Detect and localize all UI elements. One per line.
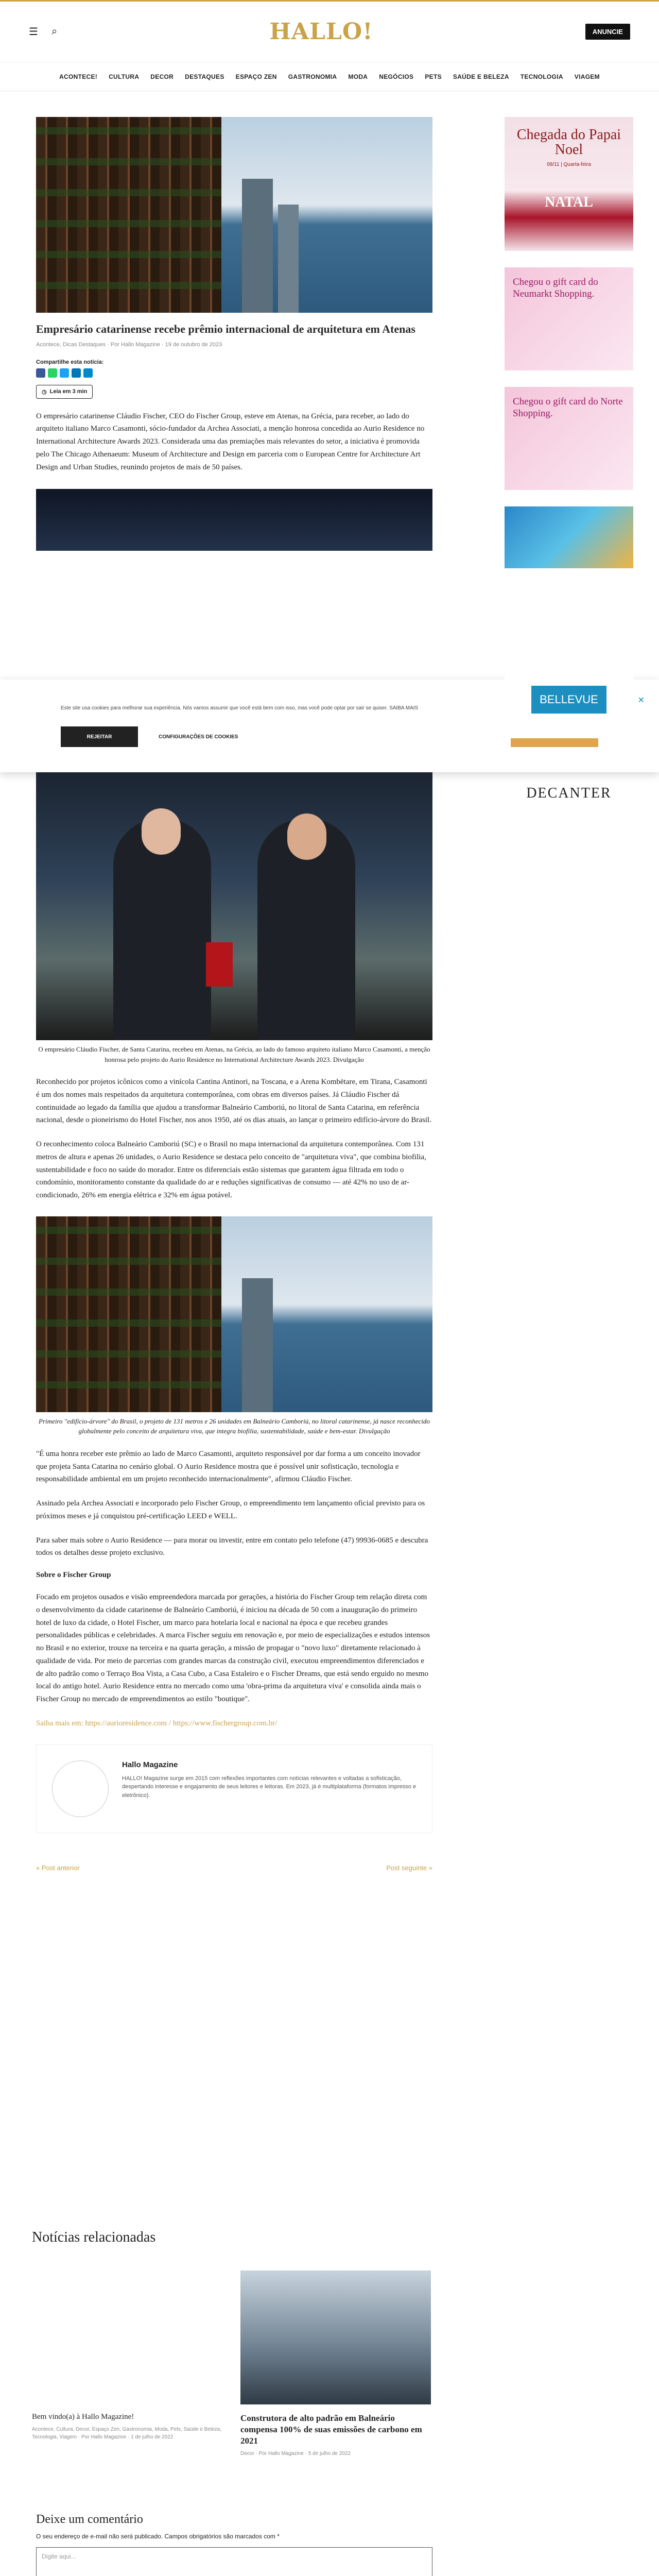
next-post-link[interactable]: Post seguinte » (386, 1863, 432, 1872)
linkedin-icon[interactable] (72, 368, 81, 378)
search-icon[interactable]: ⌕ (51, 26, 58, 37)
related-meta: Acontece, Cultura, Decor, Espaço Zen, Gastronomia, Moda, Pets, Saúde e Beleza, Tecnologia, Viagem · Por Hallo Magazine · 1 de julho de 2022 (32, 2427, 221, 2440)
cookie-settings-link[interactable]: CONFIGURAÇÕES DE COOKIES (159, 734, 238, 740)
nav-item[interactable]: SAÚDE E BELEZA (453, 73, 509, 80)
building-tower (242, 1278, 273, 1412)
ad-title: Chegada do Papai Noel (516, 127, 621, 158)
photo-caption-2: Primeiro "edifício-árvore" do Brasil, o projeto de 131 metros e 26 unidades em Balneário Camboriú, no litoral catarinense, já nasce reconhecido globalmente pelo conceito de arquitetura viva, que integra biofilia, sustentabilidade, saúde e bem-estar. Divulgação (39, 1417, 430, 1435)
related-image-empty (32, 2270, 222, 2404)
article-meta: Acontece, Dicas Destaques · Por Hallo Magazine · 19 de outubro de 2023 (36, 341, 222, 348)
nav-item[interactable]: GASTRONOMIA (288, 73, 337, 80)
article-paragraph-7: Focado em projetos ousados e visão empreendedora marcada por gerações, a história do Fischer Group tem relação direta com o desenvolvimento da cidade catarinense de Balneário Camboriú, é iniciou na década de 50 com a inauguração do primeiro hotel de luxo da cidade, o Hotel Fischer, um marco para hotelaria local e nacional na época e que recebeu grandes personalidades públicas e celebridades. A marca Fischer seguiu em renovação e, por meio de especializações e estudos intensos no Brasil e no exterior, trouxe na terceira e na quarta geração, a missão de propagar o "novo luxo" diretamente relacionado à qualidade de vida. Por meio de parcerias com grandes marcas da construção civil, executou empreendimentos diferenciados e de alto padrão como o Terraço Boa Vista, a Casa Cubo, a Casa Estaleiro e o Fischer Dreams, que está sendo erguido no mesmo local do antigo hotel. Aurio Residence entra no mercado como uma 'obra-prima da arquitetura viva' e consolida ainda mais o Fischer Group no mercado de empreendimentos ao estilo "boutique". (36, 1593, 430, 1703)
sidebar (505, 117, 633, 849)
related-heading: Notícias relacionadas (32, 2229, 156, 2245)
nav-item[interactable]: ACONTECE! (59, 73, 98, 80)
share-label: Compartilhe esta notícia: (36, 359, 104, 365)
post-navigation (36, 1864, 432, 1872)
nav-item[interactable]: DECOR (150, 73, 174, 80)
award-photo (36, 772, 432, 1040)
related-title[interactable]: Bem vindo(a) à Hallo Magazine! (32, 2413, 134, 2421)
article-paragraph-6: Para saber mais sobre o Aurio Residence — para morar ou investir, entre em contato pelo telefone (47) 99936-0685 e descubra todos os detalhes desse projeto exclusivo. (36, 1536, 428, 1557)
comment-heading: Deixe um comentário (36, 2513, 143, 2526)
nav-item[interactable]: CULTURA (109, 73, 140, 80)
author-info (122, 1760, 417, 1817)
ad-brand: NATAL (545, 194, 593, 210)
article-paragraph-2: Reconhecido por projetos icônicos como a vinícola Cantina Antinori, na Toscana, e a Arena Kombëtare, em Tirana, Casamonti é um dos nomes mais respeitados da arquitetura contemporânea, com obras em diversos países. Já Cláudio Fischer dá continuidade ao legado da família que ajudou a transformar Balneário Camboriú, no litoral de Santa Catarina, em referência nacional, desde o pioneirismo do Hotel Fischer, nos anos 1950, até os dias atuais, ao lançar o primeiro edifício-árvore do Brasil. (36, 1078, 431, 1125)
nav-item[interactable]: ESPAÇO ZEN (235, 73, 277, 80)
related-card[interactable] (240, 2270, 431, 2456)
building-facade (36, 1216, 221, 1412)
article-paragraph-3: O reconhecimento coloca Balneário Camboriú (SC) e o Brasil no mapa internacional da arquitetura contemporânea. Com 131 metros de altura e apenas 26 unidades, o Aurio Residence se destaca pelo conceito de "arquitetura viva", que combina biofilia, sustentabilidade e foco no saúde do morador. Entre os diferenciais estão sistemas que garantem água filtrada em todo o condomínio, monitoramento constante da qualidade do ar e reduções significativas de consumo — até 42% no uso de ar-condicionado, 26% em energia elétrica e 32% em água potável. (36, 1140, 426, 1199)
author-box (36, 1744, 432, 1833)
article-continued (36, 772, 432, 1872)
embedded-media (36, 489, 432, 551)
telegram-icon[interactable] (83, 368, 93, 378)
ad-bellevue[interactable] (505, 661, 633, 738)
anuncie-button[interactable]: ANUNCIE (585, 24, 630, 40)
read-time-label: Leia em 3 min (49, 388, 88, 395)
person-right-head (287, 814, 326, 860)
ad-date: 08/11 | Quarta-feira (547, 161, 591, 167)
hamburger-icon[interactable]: ☰ (29, 26, 38, 38)
nav-item[interactable]: TECNOLOGIA (520, 73, 563, 80)
article-links[interactable]: Saiba mais em: https://aurioresidence.com / https://www.fischergroup.com.br/ (36, 1719, 278, 1727)
ad-gift-card-2[interactable] (505, 387, 633, 490)
comment-form (36, 2513, 432, 2576)
related-meta: Decor · Por Hallo Magazine · 5 de julho de 2022 (240, 2451, 351, 2457)
prev-post-link[interactable]: « Post anterior (36, 1863, 80, 1872)
hero-image (36, 117, 432, 313)
site-header (0, 2, 659, 62)
share-buttons (36, 368, 432, 378)
related-title[interactable]: Construtora de alto padrão em Balneário compensa 100% de suas emissões de carbono em 2021 (240, 2413, 422, 2446)
facebook-icon[interactable] (36, 368, 45, 378)
comment-textarea[interactable]: Digite aqui... (36, 2547, 432, 2576)
avatar (52, 1760, 109, 1817)
article-paragraph-5: Assinado pela Archea Associati e incorporado pelo Fischer Group, o empreendimento tem lançamento oficial previsto para os próximos meses e já conquistou pré-certificação LEED e WELL. (36, 1499, 425, 1520)
reject-cookies-button[interactable]: REJEITAR (61, 726, 138, 747)
article-paragraph-4: "É uma honra receber este prêmio ao lado de Marco Casamonti, arquiteto responsável por dar forma a um conceito inovador que projeta Santa Catarina no cenário global. O Aurio Residence mostra que é possível unir sofisticação, tecnologia e responsabilidade ambiental em um projeto reconhecido internacionalmente", afirmou Cláudio Fischer. (36, 1449, 421, 1484)
award-plaque (206, 942, 233, 987)
read-time-badge (36, 385, 93, 399)
twitter-icon[interactable] (60, 368, 69, 378)
clock-icon: ◷ (42, 388, 47, 395)
nav-item[interactable]: PETS (425, 73, 442, 80)
photo-caption-1: O empresário Cláudio Fischer, de Santa Catarina, recebeu em Atenas, na Grécia, ao lado do famoso arquiteto italiano Marco Casamonti, a menção honrosa pelo projeto do Aurio Residence no International Architecture Awards 2023. Divulgação (38, 1045, 430, 1063)
building-image (36, 1216, 432, 1412)
ad-text: Chegou o gift card do Norte Shopping. (513, 396, 623, 419)
nav-item[interactable]: MODA (348, 73, 368, 80)
close-icon[interactable]: ✕ (637, 696, 645, 705)
hero-facade (36, 117, 221, 313)
hero-tower (242, 179, 273, 313)
ad-text: BELLEVUE (531, 686, 606, 714)
person-left-head (142, 808, 181, 855)
related-section (32, 2229, 444, 2457)
hero-tower-2 (278, 205, 299, 313)
section-subheading: Sobre o Fischer Group (36, 1571, 111, 1579)
ad-text: Chegou o gift card do Neumarkt Shopping. (513, 277, 598, 299)
ad-gift-card-1[interactable] (505, 267, 633, 370)
ad-text: DECANTER (526, 785, 612, 801)
ad-decanter[interactable] (505, 755, 633, 832)
author-name[interactable]: Hallo Magazine (122, 1760, 178, 1769)
article-title: Empresário catarinense recebe prêmio internacional de arquitetura em Atenas (36, 323, 415, 335)
cookie-text: Este site usa cookies para melhorar sua experiência. Nós vamos assumir que você está bem com isso, mas você pode optar por sair se quiser. SAIBA MAIS (61, 705, 419, 711)
ad-colorful[interactable] (505, 506, 633, 568)
related-image (240, 2270, 431, 2404)
nav-item[interactable]: DESTAQUES (185, 73, 224, 80)
whatsapp-icon[interactable] (48, 368, 57, 378)
main-nav (0, 62, 659, 91)
author-bio: HALLO! Magazine surge em 2015 com reflexões importantes com notícias relevantes e voltadas a sofisticação, despertando interesse e engajamento de seus leitores e leitoras. Em 2023, já é multiplataforma (formatos impresso e eletrônico). (122, 1775, 417, 1799)
article (36, 117, 432, 551)
nav-item[interactable]: NEGÓCIOS (379, 73, 414, 80)
header-left (29, 25, 57, 38)
comment-note: O seu endereço de e-mail não será publicado. Campos obrigatórios são marcados com * (36, 2533, 280, 2540)
article-paragraph-1: O empresário catarinense Cláudio Fischer, CEO do Fischer Group, esteve em Atenas, na Grécia, para receber, ao lado do arquiteto italiano Marco Casamonti, sócio-fundador da Archea Associati, a menção honrosa concedida ao Aurio Residence no International Architecture Awards 2023. Considerada uma das premiações mais relevantes do setor, a iniciativa é promovida pelo The Chicago Athenaeum: Museum of Architecture and Design em parceria com o European Centre for Architecture Art Design and Urban Studies, reunindo projetos de mais de 50 países. (36, 412, 425, 471)
nav-item[interactable]: VIAGEM (574, 73, 600, 80)
site-logo[interactable]: HALLO! (269, 19, 373, 45)
ad-papai-noel[interactable] (505, 117, 633, 251)
related-card[interactable] (32, 2270, 222, 2441)
